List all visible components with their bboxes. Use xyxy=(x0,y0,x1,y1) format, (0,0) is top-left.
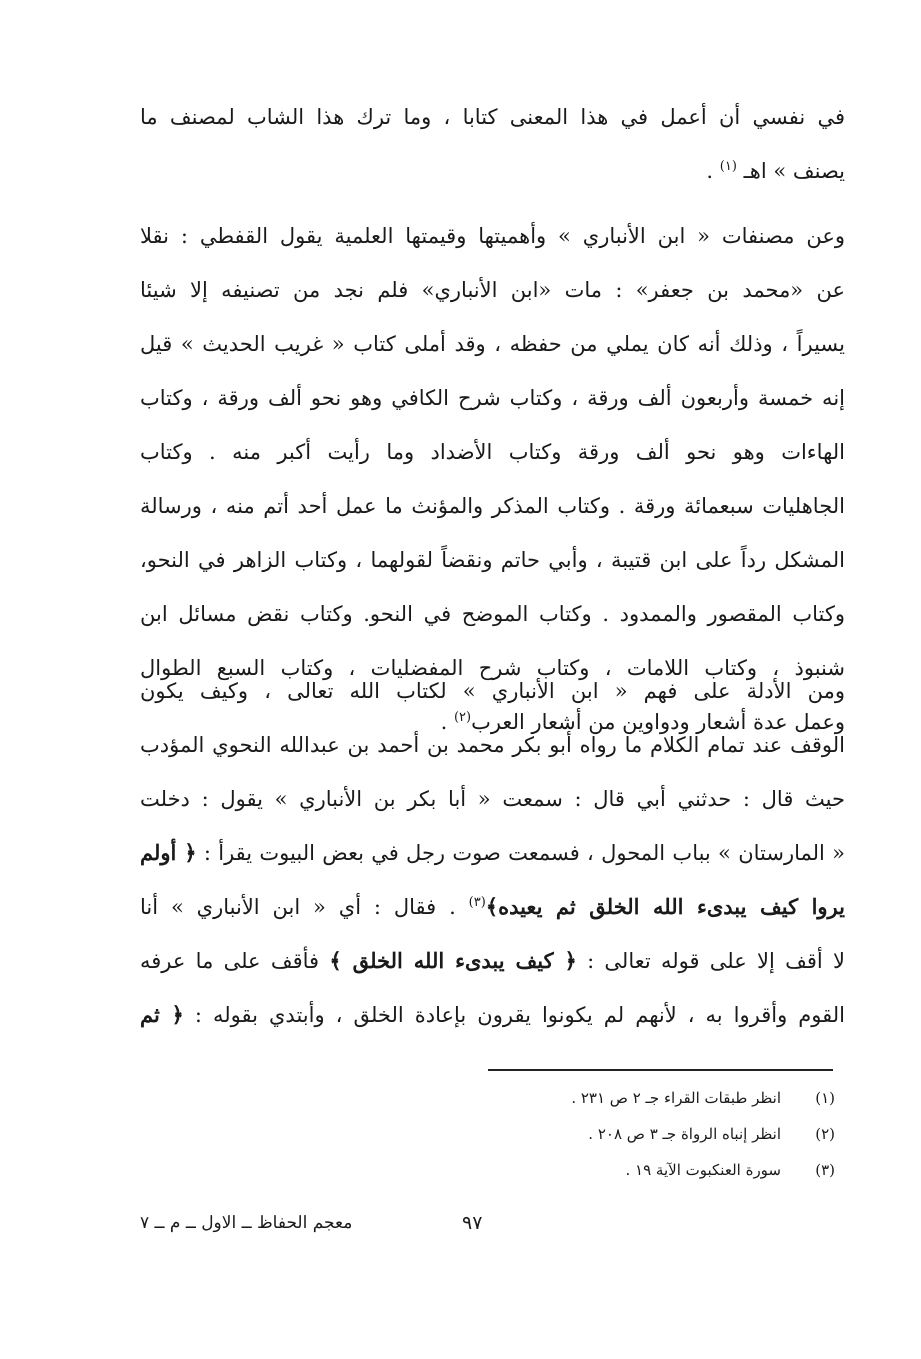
text-line: يسيراً ، وذلك أنه كان يملي من حفظه ، وقد أملى كتاب « غريب الحديث » قيل xyxy=(140,332,845,356)
footnotes xyxy=(500,1080,835,1188)
text-line xyxy=(140,880,845,934)
text-line: شنبوذ ، وكتاب اللامات ، وكتاب شرح المفضليات ، وكتاب السبع الطوال xyxy=(140,656,845,680)
footnote-item xyxy=(500,1152,835,1188)
quran-quote: يروا كيف يبدىء الله الخلق ثم يعيده﴾ xyxy=(485,894,845,919)
text-line: وعن مصنفات « ابن الأنباري » وأهميتها وقيمتها العلمية يقول القفطي : نقلا xyxy=(140,224,845,248)
text-line: المشكل رداً على ابن قتيبة ، وأبي حاتم ونقضاً لقولهما ، وكتاب الزاهر في النحو، xyxy=(140,548,845,572)
footnote-item xyxy=(500,1116,835,1152)
quran-quote: ﴿ أولم xyxy=(140,840,197,865)
footnote-number: (٢) xyxy=(815,1125,835,1143)
text-line xyxy=(140,144,845,198)
text-line: وكتاب المقصور والممدود . وكتاب الموضح في النحو. وكتاب نقض مسائل ابن xyxy=(140,602,845,626)
text-line xyxy=(140,988,845,1042)
text-line: إنه خمسة وأربعون ألف ورقة ، وكتاب شرح الكافي وهو نحو ألف ورقة ، وكتاب xyxy=(140,386,845,410)
text-line: عن «محمد بن جعفر» : مات «ابن الأنباري» فلم نجد من تصنيفه إلا شيئا xyxy=(140,278,845,302)
text-line xyxy=(140,934,845,988)
footnote-text: انظر إنباه الرواة جـ ٣ ص ٢٠٨ . xyxy=(588,1125,781,1143)
text-line: الهاءات وهو نحو ألف ورقة وكتاب الأضداد وما رأيت أكبر منه . وكتاب xyxy=(140,440,845,464)
quran-quote: ﴿ كيف يبدىء الله الخلق ﴾ xyxy=(329,948,577,973)
text-line-content: « المارستان » بباب المحول ، فسمعت صوت رجل في بعض البيوت يقرأ : xyxy=(203,841,845,865)
footnote-text: سورة العنكبوت الآية ١٩ . xyxy=(625,1161,781,1179)
text-line-content: وعمل عدة أشعار ودواوين من أشعار العرب xyxy=(471,710,845,734)
quran-quote: ﴿ ثم xyxy=(140,1002,184,1027)
footnote-number: (١) xyxy=(815,1089,835,1107)
text-line: في نفسي أن أعمل في هذا المعنى كتابا ، وما ترك هذا الشاب لمصنف ما xyxy=(140,105,845,129)
text-line: الجاهليات سبعمائة ورقة . وكتاب المذكر والمؤنث ما عمل أحد أتم منه ، ورسالة xyxy=(140,494,845,518)
running-title: معجم الحفاظ ــ الاول ــ م ــ ٧ xyxy=(140,1213,353,1233)
page-number: ٩٧ xyxy=(462,1212,483,1234)
footnote-ref: (١) xyxy=(719,159,737,174)
text-line: الوقف عند تمام الكلام ما رواه أبو بكر محمد بن أحمد بن عبدالله النحوي المؤدب xyxy=(140,733,845,757)
footnote-number: (٣) xyxy=(815,1161,835,1179)
text-line-content: فأقف على ما عرفه xyxy=(140,949,320,973)
paragraph-1 xyxy=(140,90,845,198)
footnote-text: انظر طبقات القراء جـ ٢ ص ٢٣١ . xyxy=(571,1089,781,1107)
text-line-content: القوم وأقروا به ، لأنهم لم يكونوا يقرون بإعادة الخلق ، وأبتدي بقوله : xyxy=(194,1003,845,1027)
text-line-content: يصنف » اهـ xyxy=(743,159,845,183)
page-footer xyxy=(0,1203,921,1243)
text-line-content: لا أقف إلا على قوله تعالى : xyxy=(587,949,845,973)
sentence-end: . xyxy=(706,159,714,183)
footnote-ref: (٣) xyxy=(468,895,486,910)
footnote-separator xyxy=(488,1069,833,1071)
footnote-item xyxy=(500,1080,835,1116)
text-line: حيث قال : حدثني أبي قال : سمعت « أبا بكر بن الأنباري » يقول : دخلت xyxy=(140,787,845,811)
text-line-content: . فقال : أي « ابن الأنباري » أنا xyxy=(140,895,456,919)
text-line: ومن الأدلة على فهم « ابن الأنباري » لكتاب الله تعالى ، وكيف يكون xyxy=(140,679,845,703)
sentence-end: . xyxy=(440,710,448,734)
paragraph-3 xyxy=(140,664,845,1042)
text-line xyxy=(140,826,845,880)
footnote-ref: (٢) xyxy=(453,710,472,725)
